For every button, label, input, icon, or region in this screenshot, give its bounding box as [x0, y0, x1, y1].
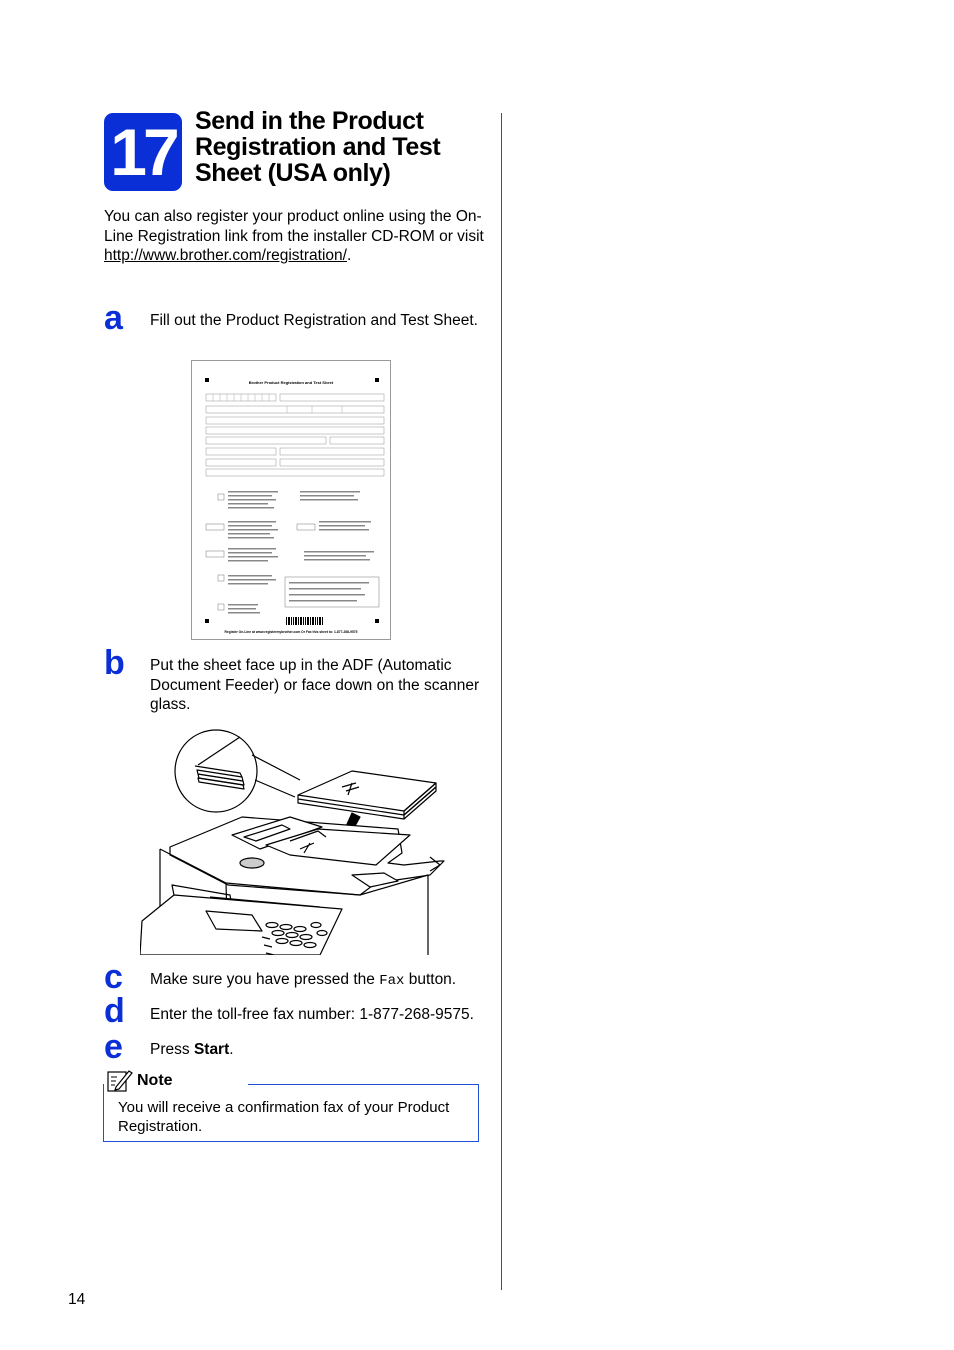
column-divider [501, 113, 502, 1290]
step-letter-c: c [104, 958, 123, 996]
step-number-badge: 17 [104, 113, 182, 191]
step-text-c-before: Make sure you have pressed the [150, 971, 380, 988]
note-heading [107, 1069, 173, 1093]
start-key-label: Start [193, 1041, 230, 1058]
section-title: Send in the Product Registration and Test Sheet (USA only) [195, 107, 441, 187]
note-top-rule [248, 1084, 479, 1085]
sheet-footer: Register On-Line at www.registermybrother.com Or Fax this sheet to: 1-877-268-9575 [224, 630, 358, 634]
step-text-d: Enter the toll-free fax number: 1-877-268-9575. [150, 1006, 474, 1023]
fax-button-label: Fax [379, 973, 405, 989]
note-pencil-icon [107, 1069, 133, 1093]
intro-text: You can also register your product online using the On-Line Registration link from the installer CD-ROM or visit [104, 208, 484, 245]
step-letter-b: b [104, 644, 125, 682]
intro-end: . [346, 247, 352, 264]
registration-sheet-image [191, 360, 391, 640]
step-text-a: Fill out the Product Registration and Test Sheet. [150, 312, 478, 329]
step-text-c-after: button. [404, 971, 457, 988]
step-letter-d: d [104, 992, 125, 1030]
sheet-title: Brother Product Registration and Test Sheet [248, 380, 334, 385]
step-letter-e: e [104, 1028, 123, 1066]
step-letter-a: a [104, 299, 123, 337]
intro-paragraph [104, 207, 494, 266]
note-text: You will receive a confirmation fax of your Product Registration. [118, 1099, 450, 1135]
step-text-e [150, 1040, 490, 1060]
adf-scanner-illustration [140, 725, 450, 955]
step-text-e-after: . [229, 1041, 234, 1058]
step-text-e-before: Press [150, 1041, 194, 1058]
registration-link[interactable]: http://www.brother.com/registration/ [104, 247, 347, 264]
registration-sheet-drawing [192, 361, 390, 639]
page-number: 14 [68, 1291, 86, 1308]
step-text-c [150, 970, 490, 992]
note-heading-text: Note [137, 1072, 173, 1089]
step-text-b: Put the sheet face up in the ADF (Automatic Document Feeder) or face down on the scanner glass. [150, 657, 480, 713]
